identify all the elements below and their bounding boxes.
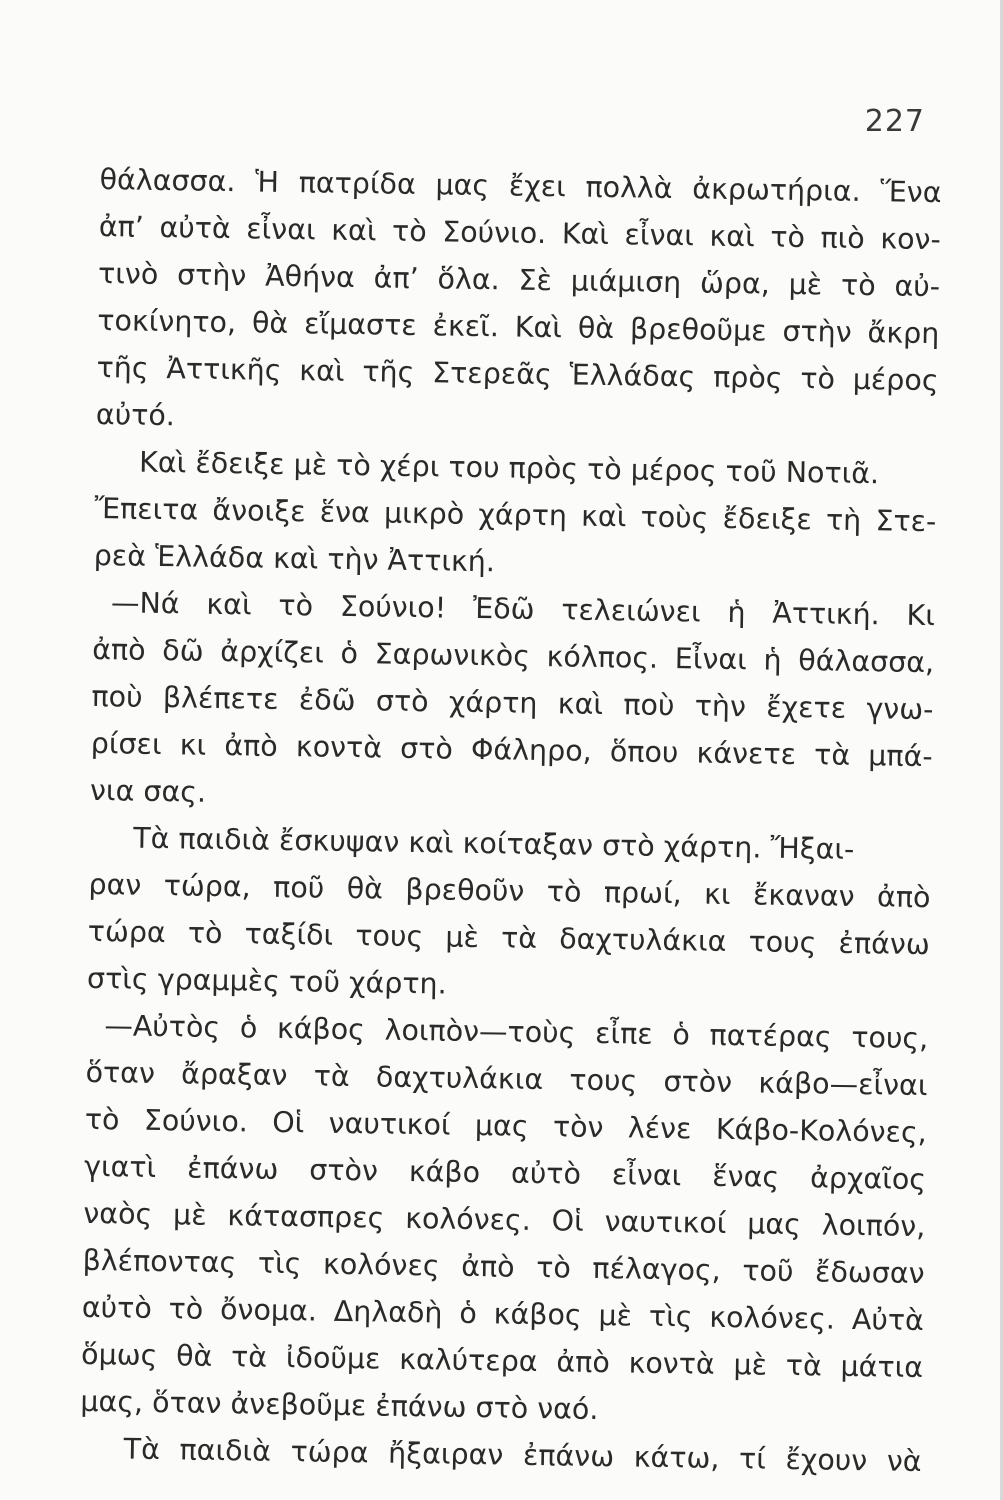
text-line: Τὰ παιδιὰ τώρα ἤξαιραν ἐπάνω κάτω, τί ἔχουν νὰ — [123, 1432, 922, 1479]
text-line: ὅταν ἄραξαν τὰ δαχτυλάκια τους στὸν κάβο—εἶναι — [85, 1055, 928, 1103]
text-line: ἀπ’ αὐτὰ εἶναι καὶ τὸ Σούνιο. Καὶ εἶναι καὶ τὸ πιὸ κον- — [98, 209, 942, 257]
text-line: ραν τώρα, ποῦ θὰ βρεθοῦν τὸ πρωί, κι ἔκαναν ἀπὸ — [88, 867, 931, 915]
text-line: ρίσει κι ἀπὸ κοντὰ στὸ Φάληρο, ὅπου κάνετε τὰ μπά- — [90, 726, 933, 774]
text-line: Τὰ παιδιὰ ἔσκυψαν καὶ κοίταξαν στὸ χάρτη. Ἤξαι- — [133, 821, 855, 866]
text-line: τὸ Σούνιο. Οἱ ναυτικοί μας τὸν λένε Κάβο-Κολόνες, — [84, 1102, 928, 1150]
text-line: ἀπὸ δῶ ἀρχίζει ὁ Σαρωνικὸς κόλπος. Εἶναι ἡ θάλασσα, — [91, 632, 935, 680]
text-line: βλέποντας τὶς κολόνες ἀπὸ τὸ πέλαγος, τοῦ ἔδωσαν — [82, 1243, 925, 1291]
page-number: 227 — [864, 104, 925, 139]
text-line: ρεὰ Ἑλλάδα καὶ τὴν Ἀττική. — [93, 538, 496, 579]
text-line: μας, ὅταν ἀνεβοῦμε ἐπάνω στὸ ναό. — [80, 1384, 599, 1426]
text-line: Ἔπειτα ἄνοιξε ἕνα μικρὸ χάρτη καὶ τοὺς ἔδειξε τὴ Στε- — [94, 491, 937, 539]
text-line: ποὺ βλέπετε ἐδῶ στὸ χάρτη καὶ ποὺ τὴν ἔχετε γνω- — [91, 679, 934, 727]
text-line: τοκίνητο, θὰ εἴμαστε ἐκεῖ. Καὶ θὰ βρεθοῦμε στὴν ἄκρη — [97, 303, 940, 351]
text-line: στὶς γραμμὲς τοῦ χάρτη. — [86, 961, 447, 1001]
text-line: θάλασσα. Ἡ πατρίδα μας ἔχει πολλὰ ἀκρωτήρια. Ἕνα — [99, 162, 942, 210]
text-line: αὐτὸ τὸ ὄνομα. Δηλαδὴ ὁ κάβος μὲ τὶς κολόνες. Αὐτὰ — [81, 1290, 925, 1338]
text-line: αὐτό. — [95, 397, 176, 433]
text-line: ναὸς μὲ κάτασπρες κολόνες. Οἱ ναυτικοί μας λοιπόν, — [83, 1196, 926, 1244]
text-line: γιατὶ ἐπάνω στὸν κάβο αὐτὸ εἶναι ἕνας ἀρχαῖος — [83, 1149, 927, 1197]
text-line: —Αὐτὸς ὁ κάβος λοιπὸν—τοὺς εἶπε ὁ πατέρας τους, — [104, 1009, 929, 1056]
text-line: Καὶ ἔδειξε μὲ τὸ χέρι του πρὸς τὸ μέρος τοῦ Νοτιᾶ. — [138, 445, 880, 491]
text-line: νια σας. — [89, 773, 207, 809]
text-line: τῆς Ἀττικῆς καὶ τῆς Στερεᾶς Ἑλλάδας πρὸς τὸ μέρος — [96, 350, 939, 398]
text-line: τώρα τὸ ταξίδι τους μὲ τὰ δαχτυλάκια τους ἐπάνω — [87, 914, 930, 962]
body-text — [79, 156, 942, 1485]
text-line: ὅμως θὰ τὰ ἰδοῦμε καλύτερα ἀπὸ κοντὰ μὲ τὰ μάτια — [80, 1337, 924, 1385]
text-line: —Νά καὶ τὸ Σούνιο! Ἐδῶ τελειώνει ἡ Ἀττική. Κι — [110, 586, 936, 633]
text-line: τινὸ στὴν Ἀθήνα ἀπ’ ὅλα. Σὲ μιάμιση ὥρα, μὲ τὸ αὐ- — [97, 256, 941, 304]
